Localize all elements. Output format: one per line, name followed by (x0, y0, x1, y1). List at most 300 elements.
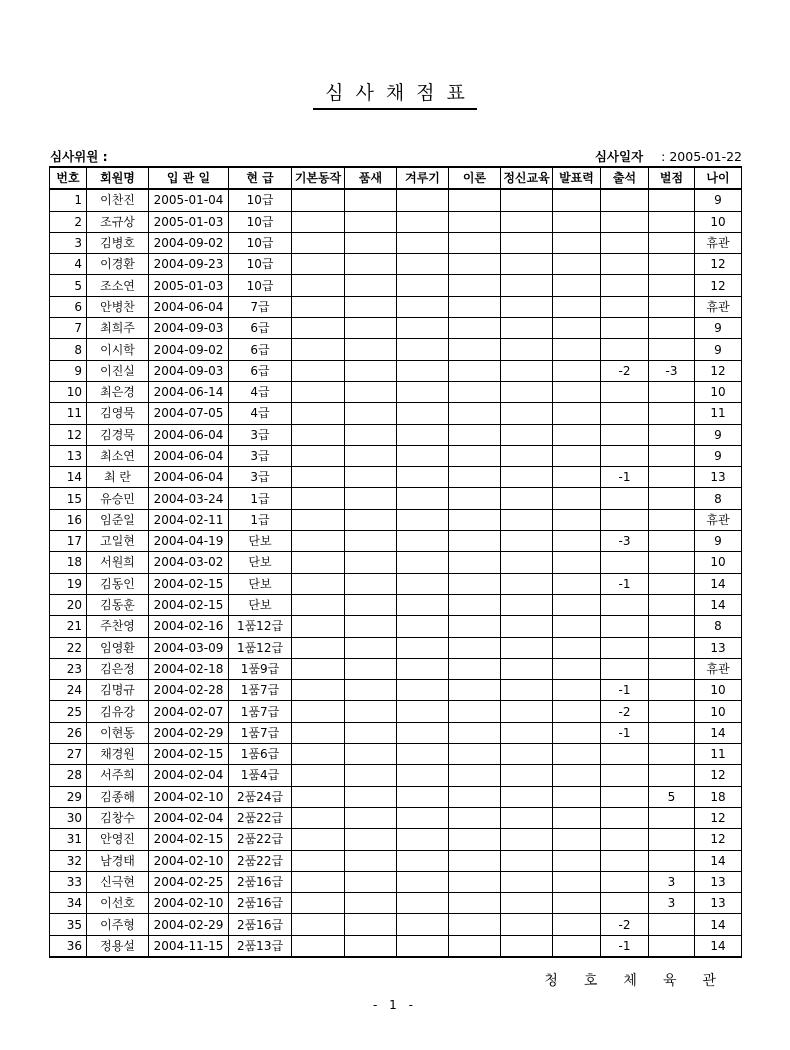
score-theory-cell (449, 403, 501, 424)
attendance-score-cell (601, 445, 649, 466)
current-rank-cell: 6급 (229, 360, 292, 381)
join-date-cell: 2004-02-15 (149, 744, 229, 765)
table-row (50, 296, 742, 317)
score-mental-cell (501, 296, 553, 317)
age-cell: 18 (695, 786, 742, 807)
attendance-score-cell (601, 807, 649, 828)
score-sparring-cell (397, 680, 449, 701)
row-number-cell: 32 (50, 850, 87, 871)
member-name-cell: 임영환 (87, 637, 149, 658)
score-mental-cell (501, 701, 553, 722)
table-row (50, 786, 742, 807)
penalty-score-cell (649, 232, 695, 253)
score-basic-cell (292, 424, 345, 445)
age-cell: 9 (695, 318, 742, 339)
attendance-score-cell (601, 211, 649, 232)
table-row (50, 658, 742, 679)
penalty-score-cell (649, 318, 695, 339)
score-poomsae-cell (345, 381, 397, 402)
current-rank-cell: 6급 (229, 339, 292, 360)
score-sparring-cell (397, 509, 449, 530)
score-sparring-cell (397, 254, 449, 275)
row-number-cell: 34 (50, 893, 87, 914)
attendance-score-cell (601, 871, 649, 892)
score-sparring-cell (397, 765, 449, 786)
score-theory-cell (449, 573, 501, 594)
score-presentation-cell (553, 765, 601, 786)
score-mental-cell (501, 893, 553, 914)
attendance-score-cell (601, 616, 649, 637)
member-name-cell: 채경원 (87, 744, 149, 765)
score-sparring-cell (397, 211, 449, 232)
current-rank-cell: 2품16급 (229, 893, 292, 914)
col-header: 번호 (50, 167, 87, 189)
row-number-cell: 20 (50, 594, 87, 615)
age-cell: 12 (695, 829, 742, 850)
score-theory-cell (449, 509, 501, 530)
table-row (50, 765, 742, 786)
row-number-cell: 17 (50, 531, 87, 552)
score-presentation-cell (553, 786, 601, 807)
attendance-score-cell (601, 594, 649, 615)
score-theory-cell (449, 254, 501, 275)
score-basic-cell (292, 744, 345, 765)
current-rank-cell: 2품22급 (229, 829, 292, 850)
score-poomsae-cell (345, 339, 397, 360)
penalty-score-cell (649, 275, 695, 296)
penalty-score-cell (649, 254, 695, 275)
score-table (49, 166, 742, 958)
score-poomsae-cell (345, 807, 397, 828)
score-presentation-cell (553, 850, 601, 871)
score-theory-cell (449, 935, 501, 957)
score-sparring-cell (397, 552, 449, 573)
age-cell: 12 (695, 807, 742, 828)
member-name-cell: 안병찬 (87, 296, 149, 317)
attendance-score-cell: -1 (601, 573, 649, 594)
score-presentation-cell (553, 722, 601, 743)
penalty-score-cell (649, 509, 695, 530)
score-poomsae-cell (345, 594, 397, 615)
join-date-cell: 2004-02-11 (149, 509, 229, 530)
score-sparring-cell (397, 871, 449, 892)
score-presentation-cell (553, 318, 601, 339)
score-poomsae-cell (345, 935, 397, 957)
age-cell: 10 (695, 552, 742, 573)
current-rank-cell: 1품12급 (229, 616, 292, 637)
age-cell: 휴관 (695, 509, 742, 530)
attendance-score-cell (601, 552, 649, 573)
score-basic-cell (292, 680, 345, 701)
score-basic-cell (292, 701, 345, 722)
exam-date (595, 147, 742, 165)
attendance-score-cell: -2 (601, 914, 649, 935)
score-poomsae-cell (345, 275, 397, 296)
member-name-cell: 최은경 (87, 381, 149, 402)
organization-name: 청호체육관 (544, 973, 742, 989)
join-date-cell: 2004-09-02 (149, 232, 229, 253)
score-mental-cell (501, 381, 553, 402)
score-sparring-cell (397, 296, 449, 317)
score-presentation-cell (553, 275, 601, 296)
col-header: 겨루기 (397, 167, 449, 189)
col-header: 입 관 일 (149, 167, 229, 189)
penalty-score-cell (649, 722, 695, 743)
table-row (50, 914, 742, 935)
score-sparring-cell (397, 829, 449, 850)
penalty-score-cell (649, 680, 695, 701)
age-cell: 휴관 (695, 296, 742, 317)
table-row (50, 318, 742, 339)
penalty-score-cell: 3 (649, 871, 695, 892)
join-date-cell: 2004-02-28 (149, 680, 229, 701)
score-presentation-cell (553, 381, 601, 402)
member-name-cell: 이찬진 (87, 189, 149, 211)
age-cell: 12 (695, 765, 742, 786)
score-basic-cell (292, 850, 345, 871)
row-number-cell: 19 (50, 573, 87, 594)
age-cell: 14 (695, 573, 742, 594)
current-rank-cell: 6급 (229, 318, 292, 339)
row-number-cell: 15 (50, 488, 87, 509)
join-date-cell: 2004-04-19 (149, 531, 229, 552)
score-presentation-cell (553, 339, 601, 360)
score-presentation-cell (553, 829, 601, 850)
score-mental-cell (501, 871, 553, 892)
score-theory-cell (449, 531, 501, 552)
current-rank-cell: 1품4급 (229, 765, 292, 786)
join-date-cell: 2004-02-10 (149, 893, 229, 914)
score-theory-cell (449, 275, 501, 296)
current-rank-cell: 1품7급 (229, 722, 292, 743)
score-sparring-cell (397, 722, 449, 743)
score-mental-cell (501, 467, 553, 488)
table-row (50, 616, 742, 637)
join-date-cell: 2004-09-23 (149, 254, 229, 275)
member-name-cell: 김경묵 (87, 424, 149, 445)
member-name-cell: 서원희 (87, 552, 149, 573)
score-presentation-cell (553, 467, 601, 488)
score-sparring-cell (397, 616, 449, 637)
score-poomsae-cell (345, 701, 397, 722)
penalty-score-cell (649, 339, 695, 360)
row-number-cell: 10 (50, 381, 87, 402)
score-basic-cell (292, 573, 345, 594)
score-theory-cell (449, 360, 501, 381)
score-theory-cell (449, 871, 501, 892)
score-theory-cell (449, 744, 501, 765)
join-date-cell: 2004-11-15 (149, 935, 229, 957)
age-cell: 14 (695, 722, 742, 743)
join-date-cell: 2004-02-16 (149, 616, 229, 637)
current-rank-cell: 단보 (229, 531, 292, 552)
join-date-cell: 2004-02-29 (149, 914, 229, 935)
current-rank-cell: 10급 (229, 211, 292, 232)
member-name-cell: 고일현 (87, 531, 149, 552)
score-basic-cell (292, 254, 345, 275)
attendance-score-cell (601, 744, 649, 765)
score-mental-cell (501, 680, 553, 701)
penalty-score-cell (649, 935, 695, 957)
table-row (50, 701, 742, 722)
age-cell: 13 (695, 637, 742, 658)
score-sparring-cell (397, 850, 449, 871)
score-mental-cell (501, 509, 553, 530)
score-basic-cell (292, 658, 345, 679)
current-rank-cell: 2품22급 (229, 850, 292, 871)
penalty-score-cell (649, 424, 695, 445)
score-sparring-cell (397, 360, 449, 381)
table-row (50, 744, 742, 765)
member-name-cell: 김동인 (87, 573, 149, 594)
row-number-cell: 16 (50, 509, 87, 530)
attendance-score-cell (601, 254, 649, 275)
age-cell: 9 (695, 189, 742, 211)
table-row (50, 467, 742, 488)
score-presentation-cell (553, 893, 601, 914)
attendance-score-cell (601, 893, 649, 914)
score-presentation-cell (553, 701, 601, 722)
score-sparring-cell (397, 701, 449, 722)
table-row (50, 573, 742, 594)
current-rank-cell: 4급 (229, 381, 292, 402)
score-mental-cell (501, 722, 553, 743)
score-sparring-cell (397, 531, 449, 552)
table-row (50, 275, 742, 296)
score-theory-cell (449, 189, 501, 211)
score-sparring-cell (397, 381, 449, 402)
attendance-score-cell (601, 403, 649, 424)
join-date-cell: 2004-06-04 (149, 445, 229, 466)
table-row (50, 935, 742, 957)
score-poomsae-cell (345, 829, 397, 850)
penalty-score-cell: 3 (649, 893, 695, 914)
score-sparring-cell (397, 744, 449, 765)
join-date-cell: 2004-02-29 (149, 722, 229, 743)
col-header: 기본동작 (292, 167, 345, 189)
score-poomsae-cell (345, 445, 397, 466)
row-number-cell: 12 (50, 424, 87, 445)
score-mental-cell (501, 360, 553, 381)
col-header: 이론 (449, 167, 501, 189)
member-name-cell: 최 란 (87, 467, 149, 488)
score-poomsae-cell (345, 232, 397, 253)
score-sparring-cell (397, 403, 449, 424)
score-presentation-cell (553, 531, 601, 552)
current-rank-cell: 2품16급 (229, 871, 292, 892)
join-date-cell: 2004-02-15 (149, 573, 229, 594)
row-number-cell: 1 (50, 189, 87, 211)
score-presentation-cell (553, 914, 601, 935)
member-name-cell: 김동훈 (87, 594, 149, 615)
score-basic-cell (292, 531, 345, 552)
score-poomsae-cell (345, 254, 397, 275)
current-rank-cell: 10급 (229, 275, 292, 296)
table-row (50, 531, 742, 552)
penalty-score-cell (649, 807, 695, 828)
score-basic-cell (292, 829, 345, 850)
score-presentation-cell (553, 424, 601, 445)
current-rank-cell: 10급 (229, 254, 292, 275)
score-theory-cell (449, 850, 501, 871)
member-name-cell: 최희주 (87, 318, 149, 339)
current-rank-cell: 1급 (229, 488, 292, 509)
age-cell: 10 (695, 680, 742, 701)
member-name-cell: 주찬영 (87, 616, 149, 637)
row-number-cell: 28 (50, 765, 87, 786)
table-row (50, 445, 742, 466)
table-row (50, 254, 742, 275)
score-theory-cell (449, 658, 501, 679)
score-mental-cell (501, 424, 553, 445)
score-basic-cell (292, 765, 345, 786)
attendance-score-cell: -1 (601, 467, 649, 488)
score-sparring-cell (397, 424, 449, 445)
member-name-cell: 김병호 (87, 232, 149, 253)
age-cell: 13 (695, 467, 742, 488)
score-theory-cell (449, 914, 501, 935)
score-basic-cell (292, 594, 345, 615)
score-theory-cell (449, 552, 501, 573)
score-presentation-cell (553, 232, 601, 253)
penalty-score-cell (649, 701, 695, 722)
current-rank-cell: 10급 (229, 232, 292, 253)
age-cell: 9 (695, 339, 742, 360)
score-basic-cell (292, 786, 345, 807)
score-presentation-cell (553, 935, 601, 957)
score-sparring-cell (397, 189, 449, 211)
score-presentation-cell (553, 616, 601, 637)
member-name-cell: 조소연 (87, 275, 149, 296)
score-basic-cell (292, 722, 345, 743)
score-sparring-cell (397, 807, 449, 828)
penalty-score-cell (649, 381, 695, 402)
member-name-cell: 유승민 (87, 488, 149, 509)
member-name-cell: 임준일 (87, 509, 149, 530)
score-sparring-cell (397, 467, 449, 488)
score-theory-cell (449, 318, 501, 339)
col-header: 현 급 (229, 167, 292, 189)
current-rank-cell: 2품24급 (229, 786, 292, 807)
join-date-cell: 2004-09-03 (149, 360, 229, 381)
score-presentation-cell (553, 573, 601, 594)
score-basic-cell (292, 871, 345, 892)
row-number-cell: 2 (50, 211, 87, 232)
member-name-cell: 남경태 (87, 850, 149, 871)
join-date-cell: 2005-01-03 (149, 275, 229, 296)
row-number-cell: 8 (50, 339, 87, 360)
join-date-cell: 2004-06-14 (149, 381, 229, 402)
current-rank-cell: 2품22급 (229, 807, 292, 828)
penalty-score-cell (649, 914, 695, 935)
penalty-score-cell (649, 488, 695, 509)
score-theory-cell (449, 594, 501, 615)
score-mental-cell (501, 275, 553, 296)
row-number-cell: 29 (50, 786, 87, 807)
attendance-score-cell (601, 850, 649, 871)
table-row (50, 552, 742, 573)
join-date-cell: 2004-02-04 (149, 807, 229, 828)
attendance-score-cell (601, 509, 649, 530)
title-text: 심사채점표 (313, 78, 477, 110)
member-name-cell: 김유강 (87, 701, 149, 722)
current-rank-cell: 1품9급 (229, 658, 292, 679)
score-sparring-cell (397, 445, 449, 466)
col-header: 벌점 (649, 167, 695, 189)
join-date-cell: 2005-01-04 (149, 189, 229, 211)
score-mental-cell (501, 552, 553, 573)
attendance-score-cell: -1 (601, 722, 649, 743)
age-cell: 10 (695, 211, 742, 232)
age-cell: 9 (695, 445, 742, 466)
score-poomsae-cell (345, 488, 397, 509)
penalty-score-cell (649, 829, 695, 850)
current-rank-cell: 단보 (229, 552, 292, 573)
current-rank-cell: 1품12급 (229, 637, 292, 658)
col-header: 발표력 (553, 167, 601, 189)
join-date-cell: 2004-02-04 (149, 765, 229, 786)
score-mental-cell (501, 573, 553, 594)
score-presentation-cell (553, 403, 601, 424)
score-basic-cell (292, 403, 345, 424)
table-row (50, 893, 742, 914)
attendance-score-cell (601, 424, 649, 445)
score-sparring-cell (397, 914, 449, 935)
member-name-cell: 이주형 (87, 914, 149, 935)
score-poomsae-cell (345, 296, 397, 317)
score-basic-cell (292, 189, 345, 211)
score-theory-cell (449, 701, 501, 722)
score-poomsae-cell (345, 360, 397, 381)
score-poomsae-cell (345, 744, 397, 765)
member-name-cell: 이경환 (87, 254, 149, 275)
score-mental-cell (501, 488, 553, 509)
score-mental-cell (501, 403, 553, 424)
join-date-cell: 2005-01-03 (149, 211, 229, 232)
score-presentation-cell (553, 254, 601, 275)
penalty-score-cell: -3 (649, 360, 695, 381)
row-number-cell: 9 (50, 360, 87, 381)
score-basic-cell (292, 296, 345, 317)
score-theory-cell (449, 424, 501, 445)
table-row (50, 360, 742, 381)
score-sparring-cell (397, 232, 449, 253)
current-rank-cell: 7급 (229, 296, 292, 317)
score-presentation-cell (553, 552, 601, 573)
row-number-cell: 22 (50, 637, 87, 658)
score-basic-cell (292, 445, 345, 466)
row-number-cell: 14 (50, 467, 87, 488)
score-mental-cell (501, 786, 553, 807)
score-basic-cell (292, 381, 345, 402)
member-name-cell: 이시학 (87, 339, 149, 360)
score-theory-cell (449, 232, 501, 253)
member-name-cell: 이현동 (87, 722, 149, 743)
member-name-cell: 김은정 (87, 658, 149, 679)
score-poomsae-cell (345, 403, 397, 424)
row-number-cell: 5 (50, 275, 87, 296)
score-mental-cell (501, 935, 553, 957)
table-row (50, 381, 742, 402)
score-basic-cell (292, 488, 345, 509)
score-poomsae-cell (345, 573, 397, 594)
join-date-cell: 2004-07-05 (149, 403, 229, 424)
score-sparring-cell (397, 318, 449, 339)
row-number-cell: 25 (50, 701, 87, 722)
attendance-score-cell (601, 829, 649, 850)
score-poomsae-cell (345, 211, 397, 232)
score-mental-cell (501, 829, 553, 850)
